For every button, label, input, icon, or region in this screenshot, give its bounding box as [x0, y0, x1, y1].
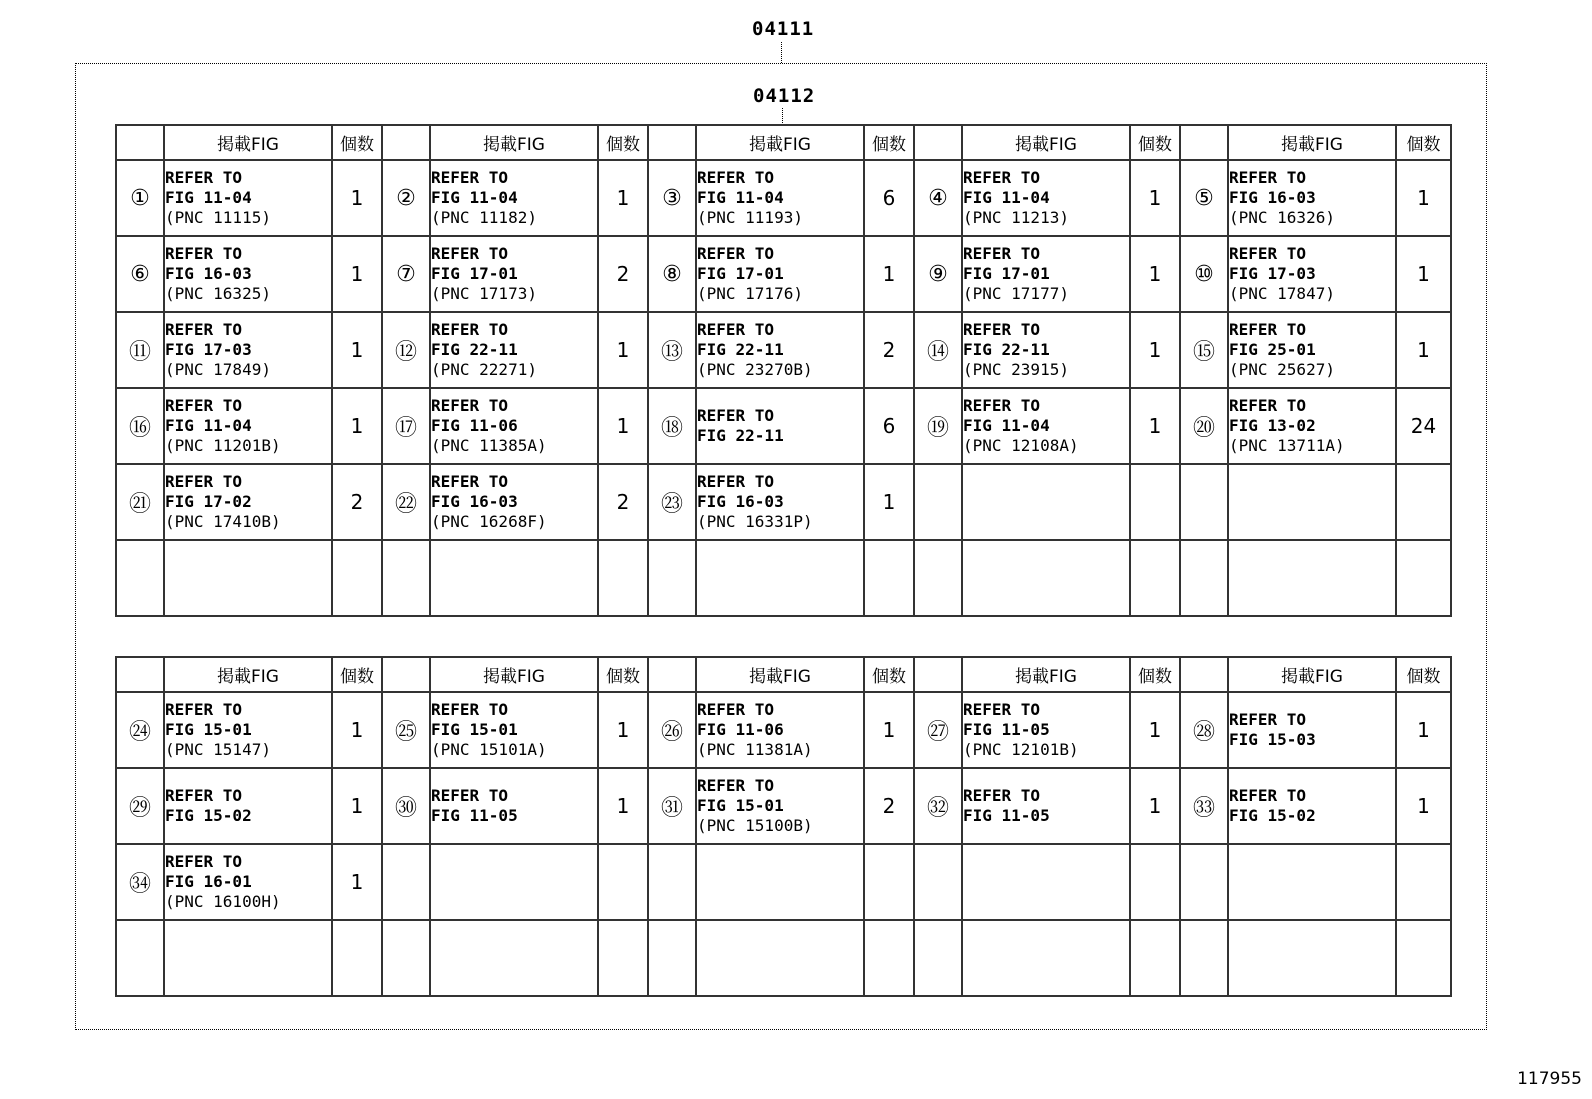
figure-reference: [696, 236, 864, 312]
item-number: ⑲: [914, 388, 962, 464]
fig-number-text: FIG 22-11: [697, 340, 784, 359]
fig-number-text: FIG 16-03: [165, 264, 252, 283]
figure-reference: [430, 844, 598, 920]
fig-number-text: FIG 15-03: [1229, 730, 1316, 749]
figure-reference: [164, 464, 332, 540]
refer-to-text: REFER TO: [165, 786, 243, 805]
figure-reference: [1228, 768, 1396, 844]
quantity: [1396, 540, 1451, 616]
figure-reference: [430, 540, 598, 616]
pnc-text: (PNC 23915): [963, 360, 1069, 379]
pnc-text: (PNC 16326): [1229, 208, 1335, 227]
item-number: [914, 920, 962, 996]
quantity: 1: [864, 464, 914, 540]
item-number: ⑳: [1180, 388, 1228, 464]
quantity: 2: [332, 464, 382, 540]
item-number: [382, 920, 430, 996]
fig-number-text: FIG 17-01: [431, 264, 518, 283]
fig-number-text: FIG 11-04: [697, 188, 784, 207]
refer-to-text: REFER TO: [165, 244, 243, 263]
item-number: [382, 844, 430, 920]
fig-number-text: FIG 11-05: [963, 806, 1050, 825]
quantity: 1: [1130, 160, 1180, 236]
refer-to-text: REFER TO: [963, 396, 1041, 415]
quantity: 1: [332, 768, 382, 844]
pnc-text: (PNC 16331P): [697, 512, 813, 531]
quantity: [1130, 464, 1180, 540]
item-number: ⑱: [648, 388, 696, 464]
header-fig: 掲載FIG: [164, 657, 332, 692]
refer-to-text: REFER TO: [1229, 786, 1307, 805]
table-row: [116, 312, 1451, 388]
fig-number-text: FIG 15-02: [1229, 806, 1316, 825]
refer-to-text: REFER TO: [165, 168, 243, 187]
refer-to-text: REFER TO: [431, 786, 509, 805]
refer-to-text: REFER TO: [1229, 320, 1307, 339]
pnc-text: (PNC 11201B): [165, 436, 281, 455]
header-qty: 個数: [332, 657, 382, 692]
fig-number-text: FIG 16-03: [1229, 188, 1316, 207]
refer-to-text: REFER TO: [431, 168, 509, 187]
figure-reference: [430, 236, 598, 312]
figure-reference: [1228, 464, 1396, 540]
refer-to-text: REFER TO: [963, 244, 1041, 263]
fig-number-text: FIG 11-06: [697, 720, 784, 739]
figure-reference: [164, 540, 332, 616]
item-number: ㉙: [116, 768, 164, 844]
pnc-text: (PNC 17410B): [165, 512, 281, 531]
table-row: [116, 388, 1451, 464]
quantity: 2: [864, 768, 914, 844]
figure-reference: [962, 312, 1130, 388]
quantity: 1: [332, 388, 382, 464]
fig-number-text: FIG 22-11: [697, 426, 784, 445]
figure-reference: [1228, 312, 1396, 388]
quantity: 1: [598, 160, 648, 236]
pnc-text: (PNC 16100H): [165, 892, 281, 911]
fig-number-text: FIG 16-03: [697, 492, 784, 511]
pnc-text: (PNC 22271): [431, 360, 537, 379]
quantity: [598, 540, 648, 616]
table-row: [116, 920, 1451, 996]
pnc-text: (PNC 25627): [1229, 360, 1335, 379]
refer-to-text: REFER TO: [431, 244, 509, 263]
figure-reference: [696, 312, 864, 388]
quantity: [864, 844, 914, 920]
figure-reference: [962, 844, 1130, 920]
figure-reference: [962, 920, 1130, 996]
item-number: ①: [116, 160, 164, 236]
parts-table-1: [115, 124, 1452, 617]
pnc-text: (PNC 11381A): [697, 740, 813, 759]
figure-reference: [164, 768, 332, 844]
quantity: 1: [1130, 692, 1180, 768]
table-header-row: [116, 125, 1451, 160]
refer-to-text: REFER TO: [165, 700, 243, 719]
figure-reference: [962, 692, 1130, 768]
item-number: ⑨: [914, 236, 962, 312]
quantity: 1: [1396, 692, 1451, 768]
item-number: ④: [914, 160, 962, 236]
item-number: [1180, 540, 1228, 616]
header-number: [914, 125, 962, 160]
fig-number-text: FIG 11-04: [963, 416, 1050, 435]
refer-to-text: REFER TO: [963, 320, 1041, 339]
fig-number-text: FIG 17-03: [1229, 264, 1316, 283]
fig-number-text: FIG 17-01: [963, 264, 1050, 283]
figure-reference: [962, 768, 1130, 844]
quantity: 1: [1130, 768, 1180, 844]
quantity: 1: [864, 236, 914, 312]
figure-reference: [430, 312, 598, 388]
pnc-text: (PNC 17173): [431, 284, 537, 303]
refer-to-text: REFER TO: [165, 852, 243, 871]
figure-reference: [696, 768, 864, 844]
figure-reference: [696, 464, 864, 540]
item-number: ㉚: [382, 768, 430, 844]
item-number: [382, 540, 430, 616]
item-number: ③: [648, 160, 696, 236]
fig-number-text: FIG 25-01: [1229, 340, 1316, 359]
table-row: [116, 236, 1451, 312]
quantity: 1: [332, 844, 382, 920]
quantity: 1: [1130, 312, 1180, 388]
item-number: [648, 540, 696, 616]
header-number: [1180, 657, 1228, 692]
fig-number-text: FIG 17-01: [697, 264, 784, 283]
refer-to-text: REFER TO: [431, 396, 509, 415]
item-number: [914, 464, 962, 540]
item-number: [648, 844, 696, 920]
header-number: [648, 657, 696, 692]
figure-reference: [962, 388, 1130, 464]
refer-to-text: REFER TO: [431, 472, 509, 491]
item-number: [116, 920, 164, 996]
header-number: [382, 125, 430, 160]
figure-reference: [164, 844, 332, 920]
quantity: [332, 920, 382, 996]
figure-reference: [430, 160, 598, 236]
item-number: [1180, 920, 1228, 996]
quantity: 1: [1396, 768, 1451, 844]
refer-to-text: REFER TO: [165, 396, 243, 415]
fig-number-text: FIG 15-02: [165, 806, 252, 825]
figure-reference: [430, 768, 598, 844]
figure-reference: [430, 464, 598, 540]
refer-to-text: REFER TO: [963, 168, 1041, 187]
quantity: [598, 920, 648, 996]
quantity: 1: [598, 768, 648, 844]
pnc-text: (PNC 12108A): [963, 436, 1079, 455]
quantity: 1: [598, 312, 648, 388]
table-row: [116, 692, 1451, 768]
quantity: [332, 540, 382, 616]
figure-reference: [962, 540, 1130, 616]
item-number: [1180, 464, 1228, 540]
fig-number-text: FIG 11-04: [963, 188, 1050, 207]
quantity: 1: [332, 312, 382, 388]
header-qty: 個数: [1130, 125, 1180, 160]
inner-leader-line: [782, 108, 783, 125]
table-row: [116, 844, 1451, 920]
item-number: ㉞: [116, 844, 164, 920]
table-row: [116, 540, 1451, 616]
pnc-text: (PNC 12101B): [963, 740, 1079, 759]
pnc-text: (PNC 15101A): [431, 740, 547, 759]
refer-to-text: REFER TO: [697, 700, 775, 719]
figure-reference: [164, 160, 332, 236]
fig-number-text: FIG 11-05: [431, 806, 518, 825]
fig-number-text: FIG 15-01: [165, 720, 252, 739]
quantity: 2: [598, 464, 648, 540]
item-number: [914, 844, 962, 920]
outer-assembly-label: 04111: [752, 18, 815, 40]
figure-reference: [1228, 388, 1396, 464]
quantity: [598, 844, 648, 920]
quantity: 1: [864, 692, 914, 768]
quantity: [1396, 464, 1451, 540]
quantity: 1: [332, 160, 382, 236]
quantity: [864, 540, 914, 616]
header-number: [648, 125, 696, 160]
refer-to-text: REFER TO: [431, 320, 509, 339]
item-number: ㉓: [648, 464, 696, 540]
refer-to-text: REFER TO: [1229, 396, 1307, 415]
figure-reference: [696, 388, 864, 464]
figure-reference: [696, 692, 864, 768]
item-number: ⑮: [1180, 312, 1228, 388]
pnc-text: (PNC 17177): [963, 284, 1069, 303]
figure-reference: [164, 388, 332, 464]
table-row: [116, 160, 1451, 236]
item-number: ㉕: [382, 692, 430, 768]
quantity: 1: [598, 692, 648, 768]
fig-number-text: FIG 11-04: [165, 188, 252, 207]
pnc-text: (PNC 16268F): [431, 512, 547, 531]
quantity: 6: [864, 388, 914, 464]
item-number: ㉑: [116, 464, 164, 540]
header-fig: 掲載FIG: [1228, 125, 1396, 160]
fig-number-text: FIG 16-01: [165, 872, 252, 891]
quantity: 1: [1396, 312, 1451, 388]
figure-reference: [1228, 160, 1396, 236]
item-number: ⑪: [116, 312, 164, 388]
quantity: 1: [332, 236, 382, 312]
refer-to-text: REFER TO: [963, 786, 1041, 805]
quantity: 1: [1130, 388, 1180, 464]
item-number: ㉛: [648, 768, 696, 844]
figure-reference: [430, 692, 598, 768]
item-number: [914, 540, 962, 616]
quantity: [1396, 844, 1451, 920]
fig-number-text: FIG 17-03: [165, 340, 252, 359]
refer-to-text: REFER TO: [697, 244, 775, 263]
header-qty: 個数: [1130, 657, 1180, 692]
quantity: [864, 920, 914, 996]
quantity: 2: [598, 236, 648, 312]
quantity: [1130, 920, 1180, 996]
header-qty: 個数: [1396, 657, 1451, 692]
parts-table-2: [115, 656, 1452, 997]
figure-id: 117955: [1517, 1069, 1582, 1089]
quantity: 6: [864, 160, 914, 236]
refer-to-text: REFER TO: [697, 168, 775, 187]
item-number: ⑤: [1180, 160, 1228, 236]
quantity: 1: [1396, 160, 1451, 236]
figure-reference: [696, 920, 864, 996]
figure-reference: [1228, 844, 1396, 920]
figure-reference: [962, 160, 1130, 236]
fig-number-text: FIG 11-06: [431, 416, 518, 435]
fig-number-text: FIG 16-03: [431, 492, 518, 511]
figure-reference: [164, 692, 332, 768]
quantity: 2: [864, 312, 914, 388]
table-row: [116, 768, 1451, 844]
item-number: ⑥: [116, 236, 164, 312]
figure-reference: [962, 464, 1130, 540]
item-number: ㉖: [648, 692, 696, 768]
header-qty: 個数: [1396, 125, 1451, 160]
refer-to-text: REFER TO: [431, 700, 509, 719]
pnc-text: (PNC 15147): [165, 740, 271, 759]
header-fig: 掲載FIG: [1228, 657, 1396, 692]
quantity: 1: [1396, 236, 1451, 312]
table-row: [116, 464, 1451, 540]
refer-to-text: REFER TO: [1229, 168, 1307, 187]
pnc-text: (PNC 23270B): [697, 360, 813, 379]
fig-number-text: FIG 17-02: [165, 492, 252, 511]
header-number: [1180, 125, 1228, 160]
item-number: ⑧: [648, 236, 696, 312]
fig-number-text: FIG 15-01: [431, 720, 518, 739]
quantity: 24: [1396, 388, 1451, 464]
pnc-text: (PNC 17176): [697, 284, 803, 303]
pnc-text: (PNC 16325): [165, 284, 271, 303]
header-fig: 掲載FIG: [164, 125, 332, 160]
pnc-text: (PNC 11213): [963, 208, 1069, 227]
outer-leader-line: [781, 42, 782, 63]
figure-reference: [962, 236, 1130, 312]
fig-number-text: FIG 15-01: [697, 796, 784, 815]
item-number: [648, 920, 696, 996]
quantity: [1130, 844, 1180, 920]
item-number: [116, 540, 164, 616]
header-qty: 個数: [332, 125, 382, 160]
item-number: ㉒: [382, 464, 430, 540]
pnc-text: (PNC 11385A): [431, 436, 547, 455]
quantity: [1130, 540, 1180, 616]
header-number: [382, 657, 430, 692]
refer-to-text: REFER TO: [697, 472, 775, 491]
fig-number-text: FIG 11-04: [431, 188, 518, 207]
table-header-row: [116, 657, 1451, 692]
quantity: 1: [1130, 236, 1180, 312]
refer-to-text: REFER TO: [697, 406, 775, 425]
pnc-text: (PNC 17847): [1229, 284, 1335, 303]
header-number: [116, 657, 164, 692]
figure-reference: [1228, 236, 1396, 312]
figure-reference: [1228, 920, 1396, 996]
header-fig: 掲載FIG: [696, 657, 864, 692]
header-qty: 個数: [598, 125, 648, 160]
pnc-text: (PNC 17849): [165, 360, 271, 379]
refer-to-text: REFER TO: [697, 776, 775, 795]
header-qty: 個数: [864, 657, 914, 692]
item-number: ㉔: [116, 692, 164, 768]
refer-to-text: REFER TO: [165, 472, 243, 491]
figure-reference: [696, 540, 864, 616]
item-number: ⑰: [382, 388, 430, 464]
pnc-text: (PNC 15100B): [697, 816, 813, 835]
quantity: 1: [332, 692, 382, 768]
fig-number-text: FIG 13-02: [1229, 416, 1316, 435]
refer-to-text: REFER TO: [1229, 710, 1307, 729]
item-number: ②: [382, 160, 430, 236]
refer-to-text: REFER TO: [165, 320, 243, 339]
figure-reference: [430, 920, 598, 996]
pnc-text: (PNC 11193): [697, 208, 803, 227]
fig-number-text: FIG 22-11: [963, 340, 1050, 359]
quantity: [1396, 920, 1451, 996]
figure-reference: [696, 160, 864, 236]
fig-number-text: FIG 11-04: [165, 416, 252, 435]
header-fig: 掲載FIG: [962, 125, 1130, 160]
item-number: ㉗: [914, 692, 962, 768]
fig-number-text: FIG 22-11: [431, 340, 518, 359]
header-qty: 個数: [598, 657, 648, 692]
header-fig: 掲載FIG: [962, 657, 1130, 692]
item-number: ⑬: [648, 312, 696, 388]
figure-reference: [1228, 692, 1396, 768]
pnc-text: (PNC 11115): [165, 208, 271, 227]
item-number: ⑩: [1180, 236, 1228, 312]
header-qty: 個数: [864, 125, 914, 160]
figure-reference: [164, 920, 332, 996]
figure-reference: [430, 388, 598, 464]
figure-reference: [696, 844, 864, 920]
figure-reference: [1228, 540, 1396, 616]
figure-reference: [164, 236, 332, 312]
header-fig: 掲載FIG: [430, 657, 598, 692]
header-number: [116, 125, 164, 160]
item-number: ⑫: [382, 312, 430, 388]
header-fig: 掲載FIG: [430, 125, 598, 160]
fig-number-text: FIG 11-05: [963, 720, 1050, 739]
item-number: ⑯: [116, 388, 164, 464]
figure-reference: [164, 312, 332, 388]
pnc-text: (PNC 13711A): [1229, 436, 1345, 455]
item-number: ㉝: [1180, 768, 1228, 844]
refer-to-text: REFER TO: [1229, 244, 1307, 263]
item-number: ⑦: [382, 236, 430, 312]
item-number: ㉘: [1180, 692, 1228, 768]
item-number: ㉜: [914, 768, 962, 844]
header-fig: 掲載FIG: [696, 125, 864, 160]
header-number: [914, 657, 962, 692]
item-number: ⑭: [914, 312, 962, 388]
refer-to-text: REFER TO: [963, 700, 1041, 719]
inner-assembly-label: 04112: [753, 85, 816, 107]
item-number: [1180, 844, 1228, 920]
quantity: 1: [598, 388, 648, 464]
refer-to-text: REFER TO: [697, 320, 775, 339]
pnc-text: (PNC 11182): [431, 208, 537, 227]
